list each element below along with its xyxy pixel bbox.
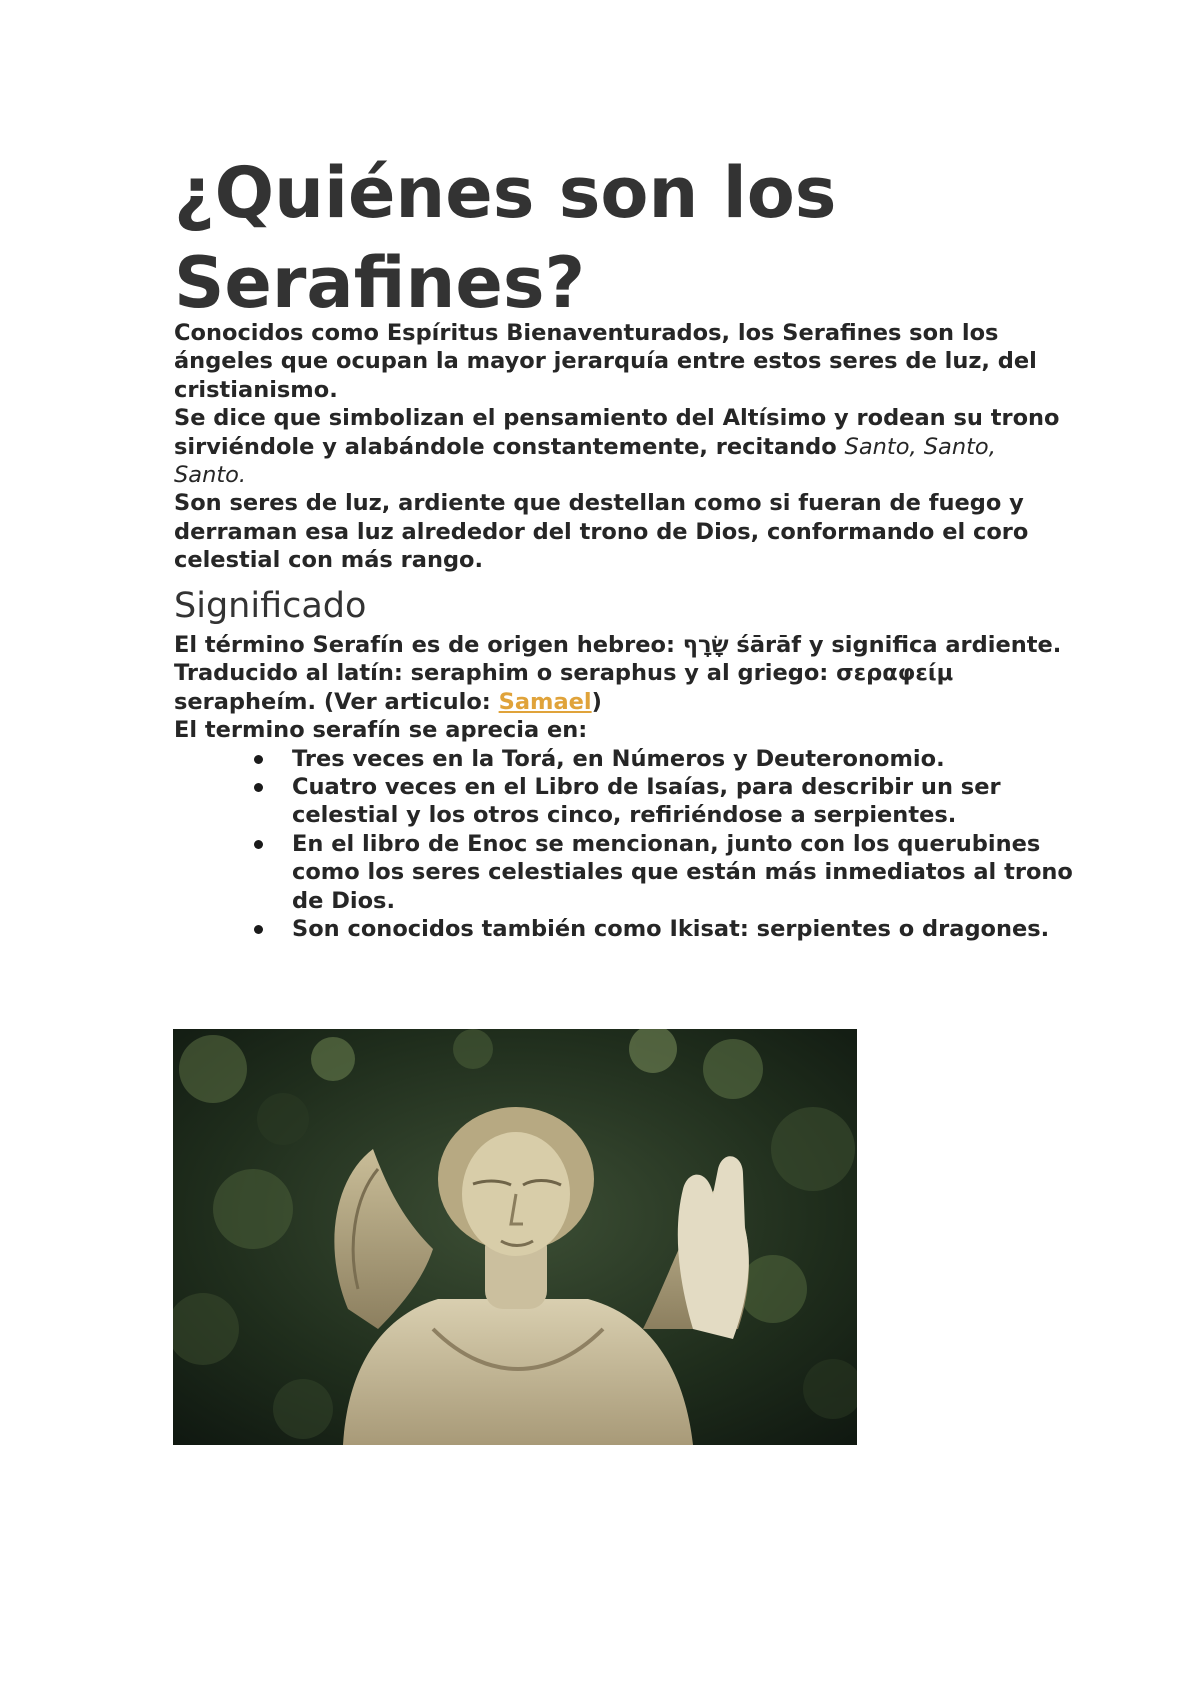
intro-section <box>174 319 1074 575</box>
angel-statue-photo <box>173 1029 857 1445</box>
significado-paragraph-2-end: ) <box>591 688 602 715</box>
samael-link[interactable]: Samael <box>498 688 592 715</box>
significado-paragraph-3: El termino serafín se aprecia en: <box>174 717 588 744</box>
list-item <box>174 773 1074 830</box>
list-item <box>174 915 1074 943</box>
list-item-text: Cuatro veces en el Libro de Isaías, para describir un ser celestial y los otros cinco, refiriéndose a serpientes. <box>292 774 1001 829</box>
intro-paragraph-2-text: Se dice que simbolizan el pensamiento del Altísimo y rodean su trono sirviéndole y alabándole constantemente, recitando <box>174 405 1060 460</box>
significado-section <box>174 631 1074 943</box>
list-item-text: Son conocidos también como Ikisat: serpientes o dragones. <box>292 916 1050 943</box>
list-item <box>174 830 1074 915</box>
bullet-icon <box>254 925 263 934</box>
significado-paragraph-2-text: Traducido al latín: seraphim o seraphus y al griego: σεραφείμ serapheím. (Ver articulo: <box>174 660 954 715</box>
bullet-icon <box>254 840 263 849</box>
bullet-list <box>174 745 1074 944</box>
list-item-text: En el libro de Enoc se mencionan, junto con los querubines como los seres celestiales que están más inmediatos al trono de Dios. <box>292 830 1073 914</box>
intro-paragraph-3: Son seres de luz, ardiente que destellan como si fueran de fuego y derraman esa luz alrededor del trono de Dios, conformando el coro celestial con más rango. <box>174 490 1029 574</box>
intro-paragraph-1: Conocidos como Espíritus Bienaventurados, los Serafines son los ángeles que ocupan la mayor jerarquía entre estos seres de luz, del cristianismo. <box>174 320 1037 403</box>
list-item <box>174 745 1074 773</box>
intro-paragraph-2 <box>174 404 1074 489</box>
significado-paragraph-1: El término Serafín es de origen hebreo: שָׂרָף śārāf y significa ardiente. <box>174 632 1062 658</box>
significado-paragraph-2 <box>174 659 1074 716</box>
intro-paragraph-2-italic: Santo, Santo, Santo. <box>174 433 996 489</box>
list-item-text: Tres veces en la Torá, en Números y Deuteronomio. <box>292 745 945 772</box>
bullet-icon <box>254 755 263 764</box>
section-heading-significado: Significado <box>174 586 367 626</box>
page-title: ¿Quiénes son los Serafines? <box>174 152 837 324</box>
bullet-icon <box>254 783 263 792</box>
